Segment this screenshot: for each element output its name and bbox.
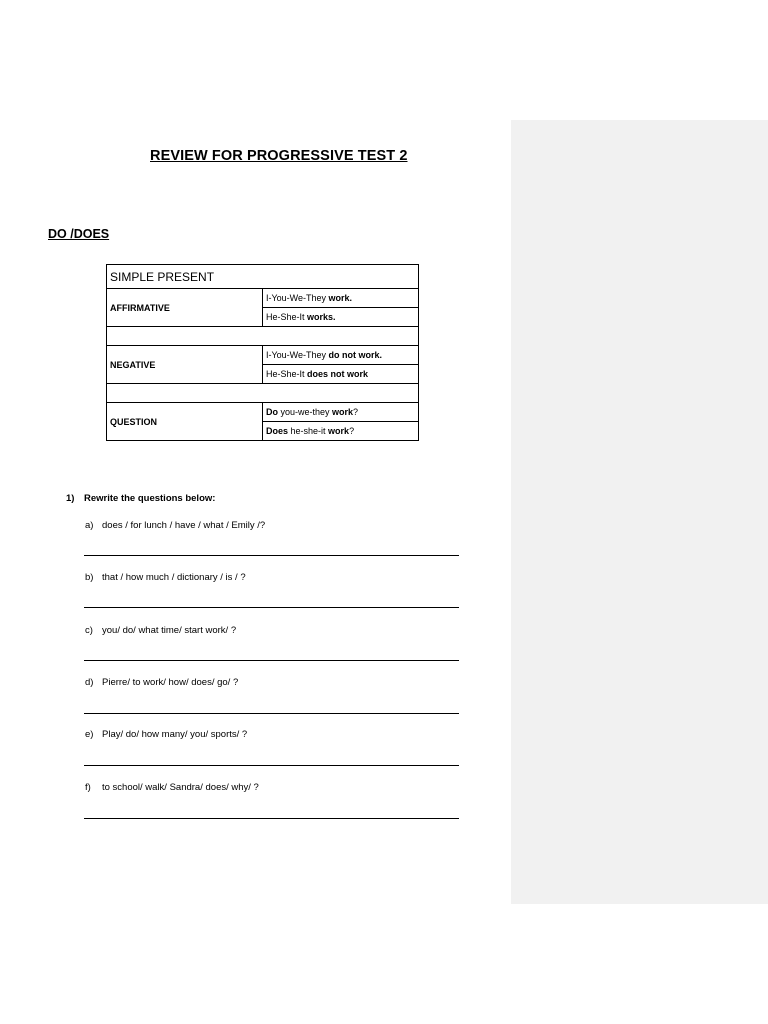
table-header-row [107,265,419,289]
question-item: a) does / for lunch / have / what / Emily /? [85,520,266,531]
table-row [107,289,419,308]
answer-line[interactable] [84,818,459,819]
section-heading: DO /DOES [48,227,110,241]
table-row [107,346,419,365]
table-header-cell: SIMPLE PRESENT [107,265,419,289]
negative-plural-form: I-You-We-They do not work. [263,346,419,365]
question-item: d) Pierre/ to work/ how/ does/ go/ ? [85,677,239,688]
comment-margin-pane [511,120,768,904]
table-spacer-row [107,327,419,346]
question-singular-form: Does he-she-it work? [263,422,419,441]
answer-line[interactable] [84,555,459,556]
question-label: QUESTION [107,403,263,441]
question-item: c) you/ do/ what time/ start work/ ? [85,625,237,636]
document-title: REVIEW FOR PROGRESSIVE TEST 2 [150,148,408,164]
negative-singular-form: He-She-It does not work [263,365,419,384]
question-item: e) Play/ do/ how many/ you/ sports/ ? [85,729,248,740]
question-item: f) to school/ walk/ Sandra/ does/ why/ ? [85,782,259,793]
table-spacer-row [107,384,419,403]
table-row [107,403,419,422]
question-item: b) that / how much / dictionary / is / ? [85,572,246,583]
exercise-number: 1) [66,493,75,504]
affirmative-singular-form: He-She-It works. [263,308,419,327]
answer-line[interactable] [84,660,459,661]
simple-present-table [106,264,419,441]
negative-label: NEGATIVE [107,346,263,384]
exercise-instruction [66,493,215,504]
question-plural-form: Do you-we-they work? [263,403,419,422]
affirmative-label: AFFIRMATIVE [107,289,263,327]
affirmative-plural-form: I-You-We-They work. [263,289,419,308]
answer-line[interactable] [84,607,459,608]
answer-line[interactable] [84,765,459,766]
exercise-instruction-text: Rewrite the questions below: [84,493,216,504]
answer-line[interactable] [84,713,459,714]
